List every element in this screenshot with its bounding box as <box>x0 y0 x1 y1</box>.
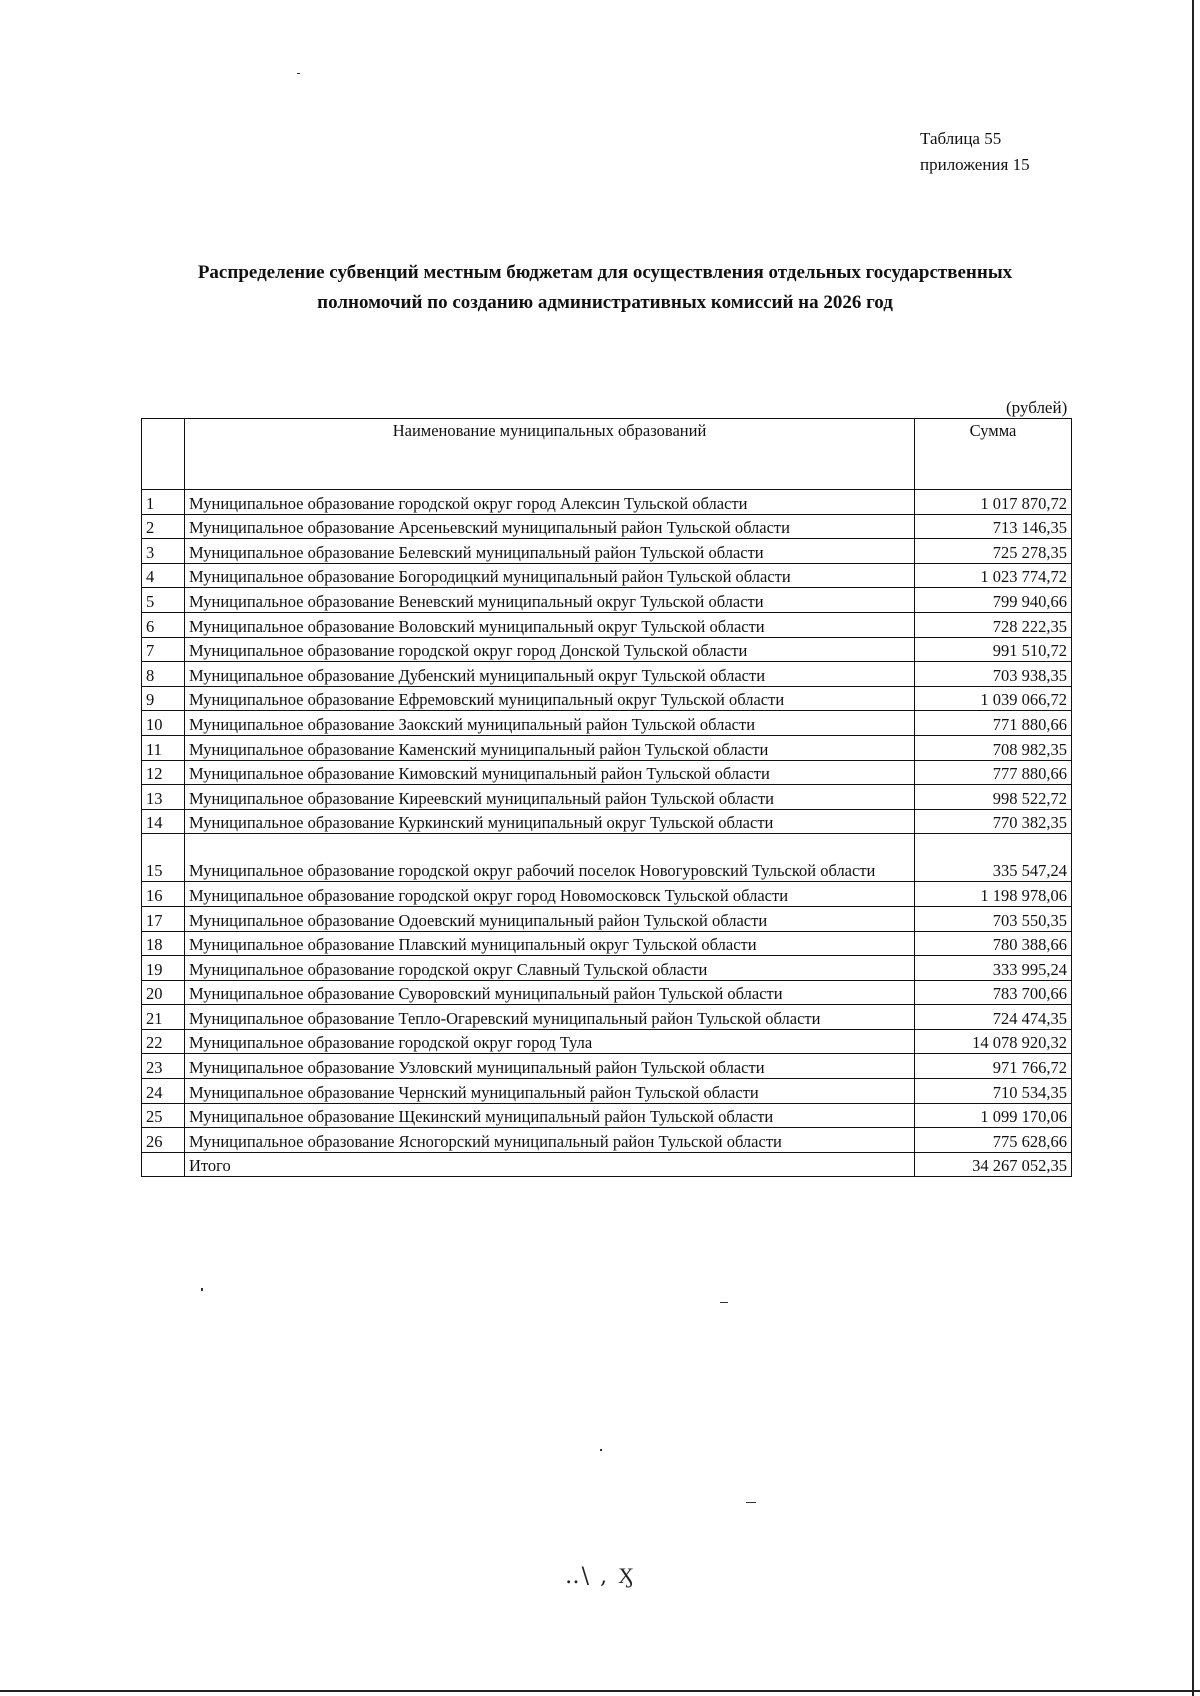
municipality-name: Муниципальное образование Суворовский муниципальный район Тульской области <box>185 980 915 1005</box>
page-edge-right <box>1192 0 1194 1696</box>
header-number-cell <box>142 419 185 490</box>
units-label: (рублей) <box>1006 398 1068 417</box>
municipality-name: Муниципальное образование Плавский муниципальный округ Тульской области <box>185 931 915 956</box>
table-row <box>142 956 1072 981</box>
amount-cell: 775 628,66 <box>915 1128 1072 1153</box>
document-title <box>140 258 1070 318</box>
municipality-name: Муниципальное образование городской округ город Алексин Тульской области <box>185 490 915 515</box>
table-row <box>142 785 1072 810</box>
table-row <box>142 711 1072 736</box>
row-number: 14 <box>142 809 185 834</box>
total-row <box>142 1152 1072 1176</box>
table-row <box>142 906 1072 931</box>
scan-speck <box>297 73 300 74</box>
amount-cell: 703 550,35 <box>915 906 1072 931</box>
subsidy-table <box>141 418 1072 1177</box>
row-number: 10 <box>142 711 185 736</box>
total-amount: 34 267 052,35 <box>915 1152 1072 1176</box>
row-number: 6 <box>142 612 185 637</box>
table-row <box>142 834 1072 882</box>
table-reference <box>920 126 1030 178</box>
table-row <box>142 1054 1072 1079</box>
amount-cell: 703 938,35 <box>915 662 1072 687</box>
municipality-name: Муниципальное образование городской округ город Донской Тульской области <box>185 637 915 662</box>
table-row <box>142 931 1072 956</box>
row-number: 1 <box>142 490 185 515</box>
table-row <box>142 637 1072 662</box>
amount-cell: 710 534,35 <box>915 1079 1072 1104</box>
row-number: 13 <box>142 785 185 810</box>
table-row <box>142 686 1072 711</box>
amount-cell: 771 880,66 <box>915 711 1072 736</box>
amount-cell: 1 099 170,06 <box>915 1103 1072 1128</box>
municipality-name: Муниципальное образование Кимовский муниципальный район Тульской области <box>185 760 915 785</box>
municipality-name: Муниципальное образование Узловский муниципальный район Тульской области <box>185 1054 915 1079</box>
amount-cell: 783 700,66 <box>915 980 1072 1005</box>
municipality-name: Муниципальное образование Дубенский муниципальный округ Тульской области <box>185 662 915 687</box>
table-row <box>142 539 1072 564</box>
amount-cell: 777 880,66 <box>915 760 1072 785</box>
row-number: 22 <box>142 1029 185 1054</box>
table-row <box>142 588 1072 613</box>
municipality-name: Муниципальное образование Киреевский муниципальный район Тульской области <box>185 785 915 810</box>
row-number: 24 <box>142 1079 185 1104</box>
table-row <box>142 1005 1072 1030</box>
table-row <box>142 882 1072 907</box>
row-number: 25 <box>142 1103 185 1128</box>
table-row <box>142 490 1072 515</box>
total-label: Итого <box>185 1152 915 1176</box>
amount-cell: 770 382,35 <box>915 809 1072 834</box>
amount-cell: 725 278,35 <box>915 539 1072 564</box>
amount-cell: 971 766,72 <box>915 1054 1072 1079</box>
row-number: 15 <box>142 834 185 882</box>
municipality-name: Муниципальное образование Заокский муниципальный район Тульской области <box>185 711 915 736</box>
table-row <box>142 1103 1072 1128</box>
municipality-name: Муниципальное образование Тепло-Огаревский муниципальный район Тульской области <box>185 1005 915 1030</box>
row-number: 9 <box>142 686 185 711</box>
table-row <box>142 563 1072 588</box>
table-row <box>142 809 1072 834</box>
amount-cell: 14 078 920,32 <box>915 1029 1072 1054</box>
table-header-row <box>142 419 1072 490</box>
amount-cell: 1 198 978,06 <box>915 882 1072 907</box>
municipality-name: Муниципальное образование Куркинский муниципальный округ Тульской области <box>185 809 915 834</box>
row-number: 2 <box>142 514 185 539</box>
amount-cell: 724 474,35 <box>915 1005 1072 1030</box>
amount-cell: 728 222,35 <box>915 612 1072 637</box>
handwritten-mark: ‥\ , Ӽ <box>565 1564 636 1589</box>
amount-cell: 991 510,72 <box>915 637 1072 662</box>
scan-speck <box>201 1288 203 1291</box>
row-number: 5 <box>142 588 185 613</box>
municipality-name: Муниципальное образование городской округ город Новомосковск Тульской области <box>185 882 915 907</box>
municipality-name: Муниципальное образование Ефремовский муниципальный округ Тульской области <box>185 686 915 711</box>
table-row <box>142 1128 1072 1153</box>
municipality-name: Муниципальное образование городской округ рабочий поселок Новогуровский Тульской области <box>185 834 915 882</box>
row-number: 11 <box>142 735 185 760</box>
header-name-cell: Наименование муниципальных образований <box>185 419 915 490</box>
table-row <box>142 735 1072 760</box>
row-number: 18 <box>142 931 185 956</box>
table-row <box>142 612 1072 637</box>
amount-cell: 799 940,66 <box>915 588 1072 613</box>
table-row <box>142 1079 1072 1104</box>
amount-cell: 1 023 774,72 <box>915 563 1072 588</box>
table-row <box>142 662 1072 687</box>
header-sum-cell: Сумма <box>915 419 1072 490</box>
table-body <box>142 490 1072 1177</box>
table-row <box>142 514 1072 539</box>
row-number: 16 <box>142 882 185 907</box>
municipality-name: Муниципальное образование Веневский муниципальный округ Тульской области <box>185 588 915 613</box>
row-number: 26 <box>142 1128 185 1153</box>
scan-speck <box>720 1302 728 1303</box>
row-number: 7 <box>142 637 185 662</box>
row-number: 3 <box>142 539 185 564</box>
amount-cell: 713 146,35 <box>915 514 1072 539</box>
amount-cell: 335 547,24 <box>915 834 1072 882</box>
amount-cell: 1 017 870,72 <box>915 490 1072 515</box>
table-row <box>142 980 1072 1005</box>
scan-speck <box>746 1502 756 1503</box>
amount-cell: 998 522,72 <box>915 785 1072 810</box>
municipality-name: Муниципальное образование Арсеньевский муниципальный район Тульской области <box>185 514 915 539</box>
municipality-name: Муниципальное образование Одоевский муниципальный район Тульской области <box>185 906 915 931</box>
municipality-name: Муниципальное образование городской округ город Тула <box>185 1029 915 1054</box>
amount-cell: 708 982,35 <box>915 735 1072 760</box>
appendix-number: приложения 15 <box>920 155 1030 174</box>
table-row <box>142 760 1072 785</box>
municipality-name: Муниципальное образование Щекинский муниципальный район Тульской области <box>185 1103 915 1128</box>
row-number: 8 <box>142 662 185 687</box>
row-number: 23 <box>142 1054 185 1079</box>
municipality-name: Муниципальное образование Богородицкий муниципальный район Тульской области <box>185 563 915 588</box>
table-row <box>142 1029 1072 1054</box>
municipality-name: Муниципальное образование Ясногорский муниципальный район Тульской области <box>185 1128 915 1153</box>
municipality-name: Муниципальное образование Чернский муниципальный район Тульской области <box>185 1079 915 1104</box>
page-edge-bottom <box>0 1690 1200 1692</box>
scan-speck <box>600 1449 602 1451</box>
row-number: 21 <box>142 1005 185 1030</box>
row-number: 17 <box>142 906 185 931</box>
municipality-name: Муниципальное образование Воловский муниципальный округ Тульской области <box>185 612 915 637</box>
table-number: Таблица 55 <box>920 129 1002 148</box>
row-number: 12 <box>142 760 185 785</box>
amount-cell: 780 388,66 <box>915 931 1072 956</box>
amount-cell: 333 995,24 <box>915 956 1072 981</box>
municipality-name: Муниципальное образование Белевский муниципальный район Тульской области <box>185 539 915 564</box>
municipality-name: Муниципальное образование Каменский муниципальный район Тульской области <box>185 735 915 760</box>
total-number-cell <box>142 1152 185 1176</box>
row-number: 4 <box>142 563 185 588</box>
row-number: 20 <box>142 980 185 1005</box>
row-number: 19 <box>142 956 185 981</box>
title-line-1: Распределение субвенций местным бюджетам для осуществления отдельных государственных <box>197 262 1013 283</box>
amount-cell: 1 039 066,72 <box>915 686 1072 711</box>
municipality-name: Муниципальное образование городской округ Славный Тульской области <box>185 956 915 981</box>
title-line-2: полномочий по созданию административных комиссий на 2026 год <box>317 292 893 313</box>
